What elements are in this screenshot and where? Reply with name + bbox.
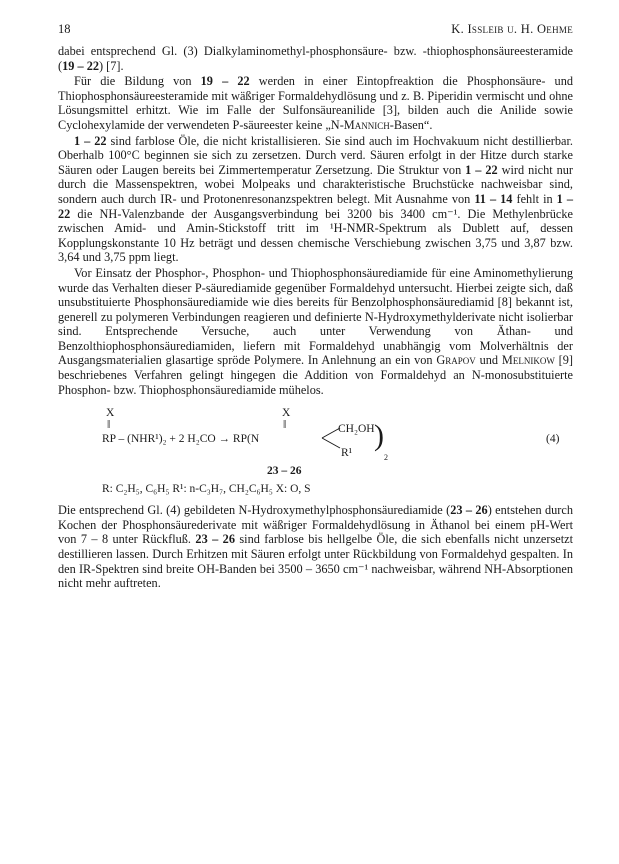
text-run: dabei entsprechend Gl. (3) Dialkylaminomethyl-phosphonsäure- bzw. -thiophosphonsäureesteramide ( bbox=[58, 44, 573, 73]
compound-ref: 1 – 22 bbox=[58, 191, 574, 221]
text-run: [9] beschriebenes Verfahren gelingt hingegen die Addition von Formaldehyd an N-monosubstituierte Phosphon- bzw. Thiophosphonsäurediamide mühelos. bbox=[58, 353, 573, 397]
running-header-authors: K. Issleib u. H. Oehme bbox=[451, 22, 573, 36]
equation-number: (4) bbox=[546, 433, 560, 446]
text-run: Für die Bildung von bbox=[74, 74, 201, 89]
equation-left-side: RP – (NHR¹)₂ + 2 H₂CO → RP(N bbox=[102, 433, 260, 446]
paragraph-1 bbox=[58, 44, 573, 73]
page bbox=[58, 22, 573, 591]
body-text bbox=[58, 44, 573, 397]
paragraph-3 bbox=[58, 134, 573, 265]
equation-compounds: 23 – 26 bbox=[267, 465, 302, 478]
text-run: fehlt in bbox=[512, 191, 557, 206]
text-run: und bbox=[475, 353, 502, 368]
text-run: sind farblose Öle, die nicht kristallisieren. Sie sind auch im Hochvakuum nicht destillierbar. Oberhalb 100°C beginnen sie sich zu zersetzen. Durch verd. Säuren erfolgt in der Hitze durch starke Säuren oder Laugen bereits bei Zimmertemperatur Zersetzung. Die Struktur von bbox=[58, 133, 573, 177]
equation-x-right: X bbox=[282, 407, 291, 420]
compound-ref: 1 – 22 bbox=[74, 133, 107, 148]
double-bond-right: ‖ bbox=[283, 419, 287, 432]
equation-4 bbox=[58, 403, 573, 499]
compound-ref: 19 – 22 bbox=[62, 58, 99, 73]
equation-subscript: 2 bbox=[384, 453, 388, 463]
equation-r1: R¹ bbox=[341, 447, 353, 460]
paragraph-2 bbox=[58, 74, 573, 132]
equation-x-left: X bbox=[106, 407, 115, 420]
paragraph-4 bbox=[58, 266, 573, 397]
text-run: Vor Einsatz der Phosphor-, Phosphon- und Thiophosphonsäurediamide für eine Aminomethylierung wurde das Verhalten dieser P-säurediamide gegenüber Formaldehyd untersucht. Hierbei zeigte sich, daß unsubstituierte Phosphonsäurediamide wie dies bereits für Benzolphosphonsäurediamid [8] bekannt ist, generell zu polymeren Verbindungen reagieren und definierte N-Hydroxymethylderivate nicht isolierbar sind. Entsprechende Versuche, auch unter Verwendung von Äthan- und Benzolthiophosphonsäurediamiden, liefern mit Formaldehyd unabhängig vom Molverhältnis der Ausgangsmaterialien glasartige spröde Polymere. In Anlehnung an ein von bbox=[58, 265, 573, 368]
compound-ref: 19 – 22 bbox=[200, 74, 250, 89]
body-text-continued bbox=[58, 503, 573, 591]
author-name: Grapov bbox=[436, 353, 476, 368]
author-name: Mannich bbox=[343, 117, 390, 132]
equation-legend: R: C₂H₅, C₆H₅ R¹: n-C₃H₇, CH₂C₆H₅ X: O, S bbox=[102, 483, 311, 496]
text-run: -Basen“. bbox=[389, 117, 433, 132]
running-header bbox=[58, 22, 573, 44]
text-run: werden in einer Eintopfreaktion die Phosphonsäure- und Thiophosphonsäureesteramide mit wäßriger Formaldehydlösung und z. B. Piperidin vermischt und ohne Lösungsmittel erhitzt. Wie im Falle der Sulfonsäureanilide [3], bilden auch die Anilide sowie Cyclohexylamide der verwendeten P-säureester keine „N- bbox=[58, 74, 573, 132]
compound-ref: 11 – 14 bbox=[474, 191, 513, 206]
equation-ch2oh: CH₂OH bbox=[338, 423, 375, 436]
text-run: wird nicht nur durch die Massenspektren, wobei Molpeaks und charakteristische Bruchstücke nachweisbar sind, sondern auch durch IR- und Protonenresonanzspektren belegt. Mit Ausnahme von bbox=[58, 162, 573, 206]
equation-paren: ) bbox=[374, 419, 384, 453]
text-run: Die entsprechend Gl. (4) gebildeten N-Hydroxymethylphosphonsäurediamide ( bbox=[58, 503, 451, 518]
double-bond-left: ‖ bbox=[107, 419, 111, 432]
text-run: ) [7]. bbox=[99, 58, 124, 73]
compound-ref: 1 – 22 bbox=[465, 162, 498, 177]
compound-ref: 23 – 26 bbox=[450, 503, 488, 518]
compound-ref: 23 – 26 bbox=[195, 532, 235, 547]
text-run: sind farblose bis hellgelbe Öle, die sich ebenfalls nicht unzersetzt destillieren lassen. Durch Erhitzen mit Säuren erfolgt unter Rückbildung von Formaldehyd gespalten. In den IR-Spektren sind breite OH-Banden bei 3500 – 3650 cm⁻¹ nachweisbar, während NH-Absorptionen nicht mehr auftreten. bbox=[58, 532, 573, 591]
paragraph-5 bbox=[58, 503, 573, 591]
text-run: die NH-Valenzbande der Ausgangsverbindung bei 3200 bis 3400 cm⁻¹. Die Methylenbrücke zwischen Amid- und Amin-Stickstoff tritt im ¹H-NMR-Spektrum als Dublett auf, dessen Kopplungskonstante 10 Hz beträgt und dessen chemische Verschiebung zwischen 3,75 und 3,87 bzw. 3,64 und 3,75 ppm liegt. bbox=[58, 206, 573, 265]
page-number: 18 bbox=[58, 22, 71, 36]
author-name: Melnikow bbox=[501, 353, 555, 368]
text-run: ) entstehen durch Kochen der Phosphonsäurederivate mit wäßriger Formaldehydlösung in Äthanol bei einem pH-Wert von 7 – 8 unter Rückfluß. bbox=[58, 503, 574, 547]
